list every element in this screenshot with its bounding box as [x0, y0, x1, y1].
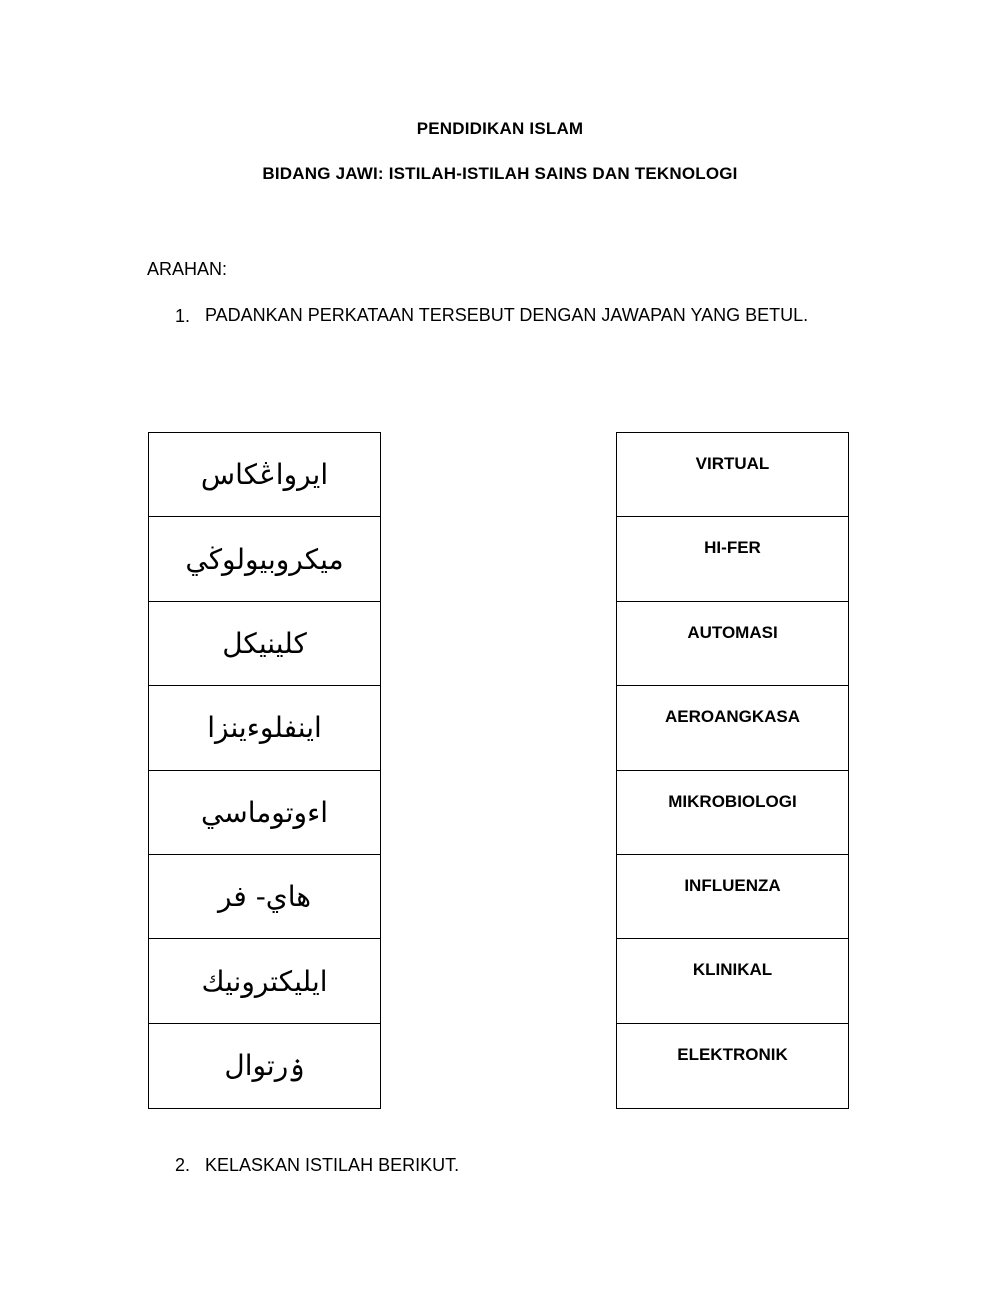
jawi-term-box[interactable] [149, 686, 380, 770]
jawi-term: اءوتوماسي [200, 795, 329, 829]
answer-box[interactable] [617, 939, 848, 1023]
jawi-terms-column [148, 432, 381, 1109]
jawi-term-box[interactable] [149, 517, 380, 601]
answer-box[interactable] [617, 602, 848, 686]
answer-label: AEROANGKASA [664, 707, 801, 727]
question-2-number: 2. [175, 1155, 191, 1175]
jawi-term: ۏرتوال [224, 1049, 305, 1083]
jawi-term-box[interactable] [149, 602, 380, 686]
jawi-term: هاي- فر [217, 880, 312, 914]
answer-box[interactable] [617, 686, 848, 770]
jawi-term: اينفلوءينزا [207, 711, 322, 745]
question-1-text: PADANKAN PERKATAAN TERSEBUT DENGAN JAWAPAN YANG BETUL. [205, 305, 809, 325]
instructions-label: ARAHAN: [147, 259, 228, 279]
question-1-number: 1. [175, 306, 191, 326]
answer-box[interactable] [617, 1024, 848, 1108]
jawi-term-box[interactable] [149, 433, 380, 517]
answer-label: HI-FER [704, 538, 761, 558]
answer-label: MIKROBIOLOGI [668, 791, 797, 811]
jawi-term-box[interactable] [149, 771, 380, 855]
answer-box[interactable] [617, 517, 848, 601]
jawi-term-box[interactable] [149, 1024, 380, 1108]
question-2-text: KELASKAN ISTILAH BERIKUT. [205, 1155, 460, 1175]
answer-label: INFLUENZA [684, 875, 781, 895]
jawi-term: کلينيکل [222, 626, 307, 660]
answer-box[interactable] [617, 433, 848, 517]
page-subtitle: BIDANG JAWI: ISTILAH-ISTILAH SAINS DAN TEKNOLOGI [262, 164, 738, 183]
jawi-term: ميکروبيولوڬي [185, 542, 344, 576]
answer-label: KLINIKAL [692, 960, 773, 980]
answer-box[interactable] [617, 771, 848, 855]
answer-label: ELEKTRONIK [677, 1044, 788, 1064]
jawi-term: ايليکترونيك [201, 964, 328, 998]
jawi-term: ايرواڠكاس [200, 458, 329, 492]
jawi-term-box[interactable] [149, 939, 380, 1023]
page-title: PENDIDIKAN ISLAM [416, 119, 584, 138]
jawi-term-box[interactable] [149, 855, 380, 939]
rumi-answers-column [616, 432, 849, 1109]
answer-label: VIRTUAL [695, 454, 770, 473]
answer-box[interactable] [617, 855, 848, 939]
answer-label: AUTOMASI [687, 622, 778, 642]
